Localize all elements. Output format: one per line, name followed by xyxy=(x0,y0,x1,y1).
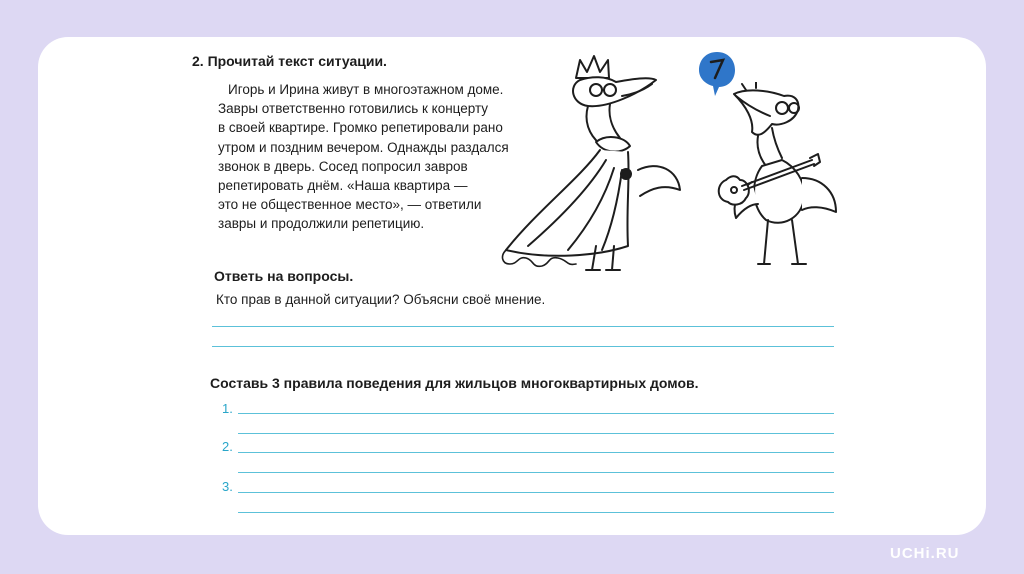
story-line: Завры ответственно готовились к концерту xyxy=(218,101,489,117)
rule-number: 3. xyxy=(222,479,233,494)
task-title: 2. Прочитай текст ситуации. xyxy=(192,53,387,69)
question-text: Кто прав в данной ситуации? Объясни своё мнение. xyxy=(216,292,546,307)
story-line: завры и продолжили репетицию. xyxy=(218,216,425,232)
story-line: Игорь и Ирина живут в многоэтажном доме. xyxy=(228,82,504,97)
story-line: утром и поздним вечером. Однажды раздался xyxy=(218,139,509,155)
answer-line[interactable] xyxy=(212,346,834,347)
queen-dinosaur-illustration xyxy=(488,50,698,275)
questions-title: Ответь на вопросы. xyxy=(214,268,354,284)
rule-line[interactable] xyxy=(238,413,834,414)
answer-line[interactable] xyxy=(212,326,834,327)
rule-number: 1. xyxy=(222,401,233,416)
rule-number: 2. xyxy=(222,439,233,454)
story-text xyxy=(218,80,509,234)
rules-title: Составь 3 правила поведения для жильцов многоквартирных домов. xyxy=(210,375,699,391)
rule-line[interactable] xyxy=(238,512,834,513)
guitarist-dinosaur-illustration xyxy=(706,82,856,272)
rule-line[interactable] xyxy=(238,472,834,473)
rule-line[interactable] xyxy=(238,433,834,434)
story-line: в своей квартире. Громко репетировали рано xyxy=(218,120,503,136)
story-line: это не общественное место», — ответили xyxy=(218,197,482,213)
brand-logo: UCHi.RU xyxy=(890,545,960,562)
rule-line[interactable] xyxy=(238,492,834,493)
rule-line[interactable] xyxy=(238,452,834,453)
story-line: звонок в дверь. Сосед попросил завров xyxy=(218,158,468,174)
story-line: репетировать днём. «Наша квартира — xyxy=(218,178,468,194)
